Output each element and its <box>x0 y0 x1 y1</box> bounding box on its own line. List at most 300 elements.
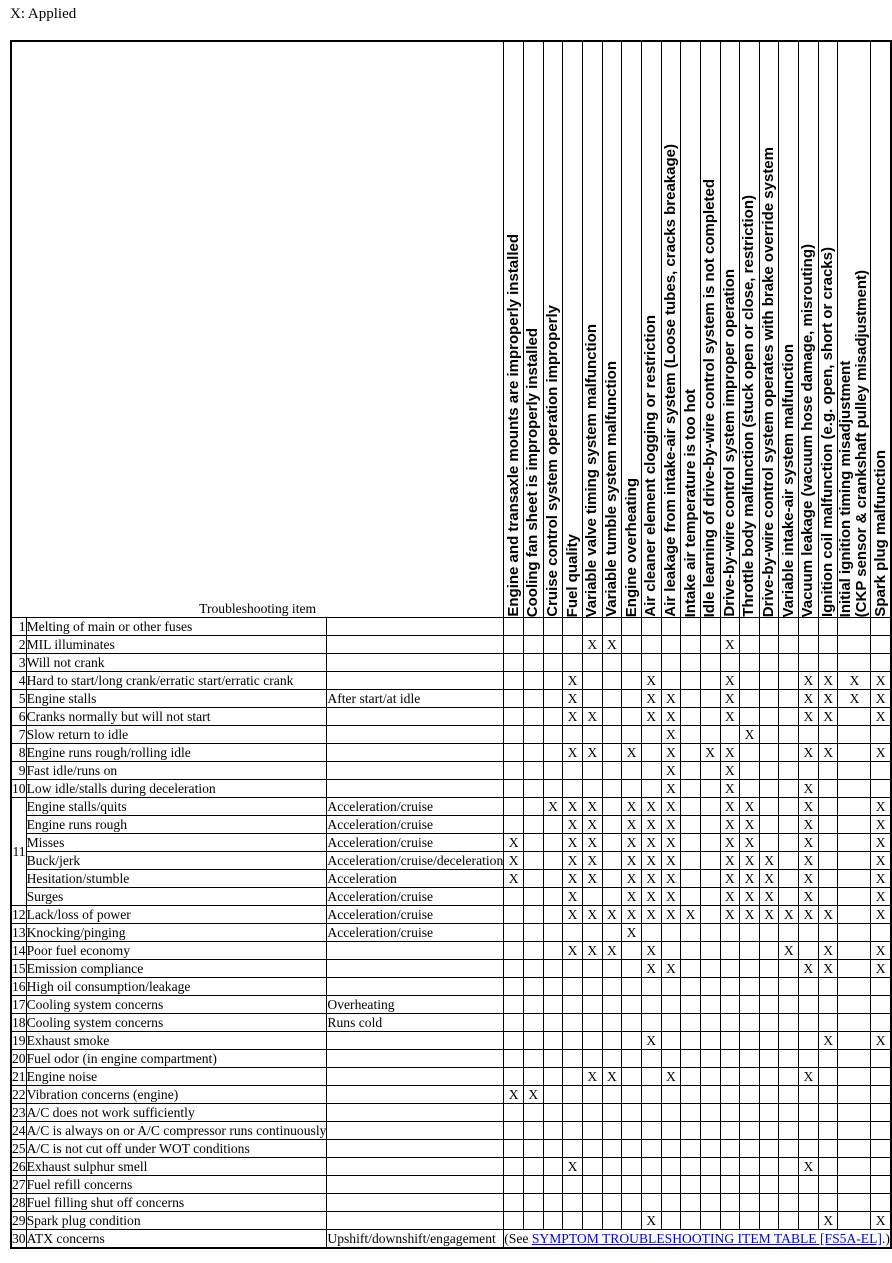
empty-cell <box>523 780 543 798</box>
symptom-cell: Emission compliance <box>26 960 327 978</box>
empty-cell <box>740 618 760 636</box>
empty-cell <box>622 1086 642 1104</box>
applied-mark: X <box>641 960 661 978</box>
empty-cell <box>602 618 622 636</box>
empty-cell <box>543 996 563 1014</box>
empty-cell <box>779 1176 799 1194</box>
applied-mark: X <box>582 744 602 762</box>
empty-cell <box>740 1212 760 1230</box>
empty-cell <box>602 924 622 942</box>
empty-cell <box>661 1140 681 1158</box>
column-header-14 <box>759 41 779 618</box>
empty-cell <box>602 1158 622 1176</box>
table-row <box>11 618 891 636</box>
empty-cell <box>779 978 799 996</box>
empty-cell <box>622 1014 642 1032</box>
row-number: 6 <box>11 708 26 726</box>
empty-cell <box>582 1212 602 1230</box>
applied-mark: X <box>871 960 891 978</box>
symptom-cell: Exhaust sulphur smell <box>26 1158 327 1176</box>
empty-cell <box>700 924 720 942</box>
empty-cell <box>681 708 701 726</box>
applied-mark: X <box>602 906 622 924</box>
applied-mark: X <box>582 636 602 654</box>
applied-mark: X <box>523 1086 543 1104</box>
condition-cell: Acceleration/cruise <box>327 816 504 834</box>
empty-cell <box>582 1014 602 1032</box>
empty-cell <box>523 708 543 726</box>
empty-cell <box>543 636 563 654</box>
empty-cell <box>779 780 799 798</box>
empty-cell <box>622 1050 642 1068</box>
empty-cell <box>838 654 871 672</box>
empty-cell <box>681 1068 701 1086</box>
empty-cell <box>700 780 720 798</box>
applied-mark: X <box>799 708 819 726</box>
empty-cell <box>543 618 563 636</box>
row-number: 29 <box>12 1213 26 1228</box>
condition-cell <box>327 780 504 798</box>
condition-cell <box>327 1140 504 1158</box>
empty-cell <box>720 1032 740 1050</box>
empty-cell <box>504 1212 524 1230</box>
empty-cell <box>504 888 524 906</box>
empty-cell <box>720 942 740 960</box>
empty-cell <box>602 960 622 978</box>
applied-mark: X <box>799 672 819 690</box>
empty-cell <box>563 654 583 672</box>
applied-mark: X <box>871 1032 891 1050</box>
applied-mark: X <box>622 834 642 852</box>
empty-cell <box>543 1140 563 1158</box>
empty-cell <box>799 1212 819 1230</box>
symptom-cell: Surges <box>26 888 327 906</box>
empty-cell <box>700 996 720 1014</box>
empty-cell <box>602 672 622 690</box>
empty-cell <box>504 708 524 726</box>
table-row <box>11 960 891 978</box>
empty-cell <box>563 996 583 1014</box>
applied-mark: X <box>720 708 740 726</box>
empty-cell <box>661 1032 681 1050</box>
empty-cell <box>602 1104 622 1122</box>
reference-note <box>504 1230 891 1249</box>
symptom-cell: High oil consumption/leakage <box>26 978 327 996</box>
empty-cell <box>602 762 622 780</box>
empty-cell <box>759 708 779 726</box>
empty-cell <box>582 1032 602 1050</box>
empty-cell <box>779 1032 799 1050</box>
applied-mark: X <box>641 852 661 870</box>
applied-mark: X <box>622 888 642 906</box>
empty-cell <box>681 1086 701 1104</box>
table-row <box>11 726 891 744</box>
symptom-cell: A/C does not work sufficiently <box>26 1104 327 1122</box>
empty-cell <box>700 978 720 996</box>
empty-cell <box>543 1014 563 1032</box>
empty-cell <box>740 978 760 996</box>
empty-cell <box>838 942 871 960</box>
empty-cell <box>543 888 563 906</box>
empty-cell <box>681 726 701 744</box>
empty-cell <box>543 816 563 834</box>
column-header-6 <box>602 41 622 618</box>
table-row <box>11 744 891 762</box>
applied-mark: X <box>543 798 563 816</box>
row-number: 9 <box>11 762 26 780</box>
empty-cell <box>543 870 563 888</box>
empty-cell <box>700 1140 720 1158</box>
applied-mark: X <box>563 888 583 906</box>
empty-cell <box>582 1122 602 1140</box>
empty-cell <box>681 942 701 960</box>
empty-cell <box>523 618 543 636</box>
applied-mark: X <box>622 870 642 888</box>
empty-cell <box>740 690 760 708</box>
empty-cell <box>543 1176 563 1194</box>
empty-cell <box>543 1050 563 1068</box>
empty-cell <box>838 834 871 852</box>
table-row <box>11 906 891 924</box>
empty-cell <box>563 726 583 744</box>
applied-mark: X <box>641 672 661 690</box>
empty-cell <box>799 1086 819 1104</box>
empty-cell <box>661 672 681 690</box>
condition-cell <box>327 1050 504 1068</box>
empty-cell <box>818 1158 838 1176</box>
table-row <box>11 870 891 888</box>
empty-cell <box>523 798 543 816</box>
applied-mark: X <box>661 870 681 888</box>
empty-cell <box>818 762 838 780</box>
header-row <box>11 41 891 618</box>
condition-cell <box>327 942 504 960</box>
applied-mark: X <box>818 960 838 978</box>
empty-cell <box>641 1194 661 1212</box>
column-header-2 <box>523 41 543 618</box>
empty-cell <box>661 1122 681 1140</box>
condition-cell <box>327 672 504 690</box>
empty-cell <box>602 888 622 906</box>
empty-cell <box>779 816 799 834</box>
table-row <box>11 1122 891 1140</box>
applied-mark: X <box>661 780 681 798</box>
applied-mark: X <box>661 906 681 924</box>
empty-cell <box>543 834 563 852</box>
applied-mark: X <box>818 1212 838 1230</box>
empty-cell <box>523 672 543 690</box>
empty-cell <box>523 1014 543 1032</box>
empty-cell <box>523 654 543 672</box>
empty-cell <box>871 978 891 996</box>
empty-cell <box>602 1176 622 1194</box>
empty-cell <box>700 1014 720 1032</box>
empty-cell <box>504 1032 524 1050</box>
column-header-label: Engine and transaxle mounts are improperly installed <box>504 234 522 617</box>
empty-cell <box>602 708 622 726</box>
symptom-table-link[interactable]: SYMPTOM TROUBLESHOOTING ITEM TABLE [FS5A-EL] <box>531 1231 882 1246</box>
empty-cell <box>602 1194 622 1212</box>
empty-cell <box>818 852 838 870</box>
empty-cell <box>740 780 760 798</box>
empty-cell <box>602 996 622 1014</box>
empty-cell <box>838 1068 871 1086</box>
symptom-cell: Fuel filling shut off concerns <box>26 1194 327 1212</box>
empty-cell <box>871 1086 891 1104</box>
applied-mark: X <box>871 816 891 834</box>
symptom-cell: Hesitation/stumble <box>26 870 327 888</box>
applied-mark: X <box>720 744 740 762</box>
condition-cell <box>327 1212 504 1230</box>
table-row <box>11 1194 891 1212</box>
empty-cell <box>582 996 602 1014</box>
empty-cell <box>759 996 779 1014</box>
empty-cell <box>582 1050 602 1068</box>
empty-cell <box>838 762 871 780</box>
applied-mark: X <box>661 798 681 816</box>
applied-mark: X <box>740 906 760 924</box>
empty-cell <box>759 942 779 960</box>
applied-mark: X <box>582 870 602 888</box>
empty-cell <box>700 762 720 780</box>
empty-cell <box>759 1140 779 1158</box>
row-number: 16 <box>12 979 26 994</box>
empty-cell <box>602 978 622 996</box>
empty-cell <box>838 1032 871 1050</box>
empty-cell <box>779 888 799 906</box>
empty-cell <box>641 1104 661 1122</box>
empty-cell <box>759 1068 779 1086</box>
empty-cell <box>504 906 524 924</box>
empty-cell <box>641 978 661 996</box>
empty-cell <box>681 1122 701 1140</box>
row-number: 24 <box>12 1123 26 1138</box>
applied-mark: X <box>799 1068 819 1086</box>
empty-cell <box>563 1140 583 1158</box>
empty-cell <box>871 654 891 672</box>
table-row <box>11 1212 891 1230</box>
empty-cell <box>661 1194 681 1212</box>
empty-cell <box>871 1140 891 1158</box>
row-number: 4 <box>11 672 26 690</box>
empty-cell <box>700 816 720 834</box>
empty-cell <box>838 1086 871 1104</box>
empty-cell <box>700 672 720 690</box>
empty-cell <box>700 942 720 960</box>
table-row <box>11 672 891 690</box>
empty-cell <box>740 924 760 942</box>
applied-mark: X <box>504 852 524 870</box>
applied-mark: X <box>740 852 760 870</box>
empty-cell <box>799 618 819 636</box>
empty-cell <box>661 1176 681 1194</box>
empty-cell <box>661 924 681 942</box>
empty-cell <box>543 1068 563 1086</box>
empty-cell <box>641 1086 661 1104</box>
condition-cell <box>327 1194 504 1212</box>
empty-cell <box>871 780 891 798</box>
applied-mark: X <box>602 636 622 654</box>
empty-cell <box>700 888 720 906</box>
empty-cell <box>582 726 602 744</box>
applied-mark: X <box>720 834 740 852</box>
applied-mark: X <box>799 744 819 762</box>
column-header-label: Fuel quality <box>563 533 581 617</box>
empty-cell <box>720 618 740 636</box>
table-row <box>11 1140 891 1158</box>
applied-mark: X <box>641 888 661 906</box>
empty-cell <box>779 1050 799 1068</box>
column-header-15 <box>779 41 799 618</box>
empty-cell <box>779 1068 799 1086</box>
applied-mark: X <box>563 1158 583 1176</box>
empty-cell <box>799 978 819 996</box>
empty-cell <box>871 1122 891 1140</box>
symptom-cell: Hard to start/long crank/erratic start/erratic crank <box>26 672 327 690</box>
empty-cell <box>838 1176 871 1194</box>
applied-mark: X <box>740 798 760 816</box>
empty-cell <box>740 654 760 672</box>
empty-cell <box>543 672 563 690</box>
table-row <box>11 636 891 654</box>
condition-cell: Acceleration/cruise <box>327 798 504 816</box>
empty-cell <box>759 1104 779 1122</box>
empty-cell <box>641 654 661 672</box>
applied-mark: X <box>582 1068 602 1086</box>
empty-cell <box>681 978 701 996</box>
empty-cell <box>779 762 799 780</box>
empty-cell <box>779 834 799 852</box>
table-row <box>11 798 891 816</box>
empty-cell <box>818 1176 838 1194</box>
symptom-cell: Engine noise <box>26 1068 327 1086</box>
table-row <box>11 816 891 834</box>
condition-cell <box>327 1068 504 1086</box>
empty-cell <box>622 978 642 996</box>
empty-cell <box>523 1212 543 1230</box>
empty-cell <box>602 1014 622 1032</box>
applied-mark: X <box>720 780 740 798</box>
empty-cell <box>681 960 701 978</box>
column-header-17 <box>818 41 838 618</box>
empty-cell <box>681 816 701 834</box>
empty-cell <box>759 816 779 834</box>
empty-cell <box>543 762 563 780</box>
empty-cell <box>740 1176 760 1194</box>
empty-cell <box>523 1104 543 1122</box>
empty-cell <box>602 1212 622 1230</box>
applied-mark: X <box>622 924 642 942</box>
empty-cell <box>582 1104 602 1122</box>
empty-cell <box>543 1158 563 1176</box>
empty-cell <box>523 690 543 708</box>
symptom-cell: ATX concerns <box>26 1230 327 1249</box>
empty-cell <box>563 960 583 978</box>
condition-cell: Acceleration/cruise <box>327 924 504 942</box>
symptom-cell: Fuel odor (in engine compartment) <box>26 1050 327 1068</box>
empty-cell <box>543 942 563 960</box>
applied-mark: X <box>681 906 701 924</box>
condition-cell: After start/at idle <box>327 690 504 708</box>
empty-cell <box>681 1050 701 1068</box>
empty-cell <box>543 1086 563 1104</box>
table-row <box>11 996 891 1014</box>
row-number: 13 <box>12 925 26 940</box>
empty-cell <box>700 834 720 852</box>
empty-cell <box>582 672 602 690</box>
applied-mark: X <box>818 690 838 708</box>
empty-cell <box>740 1086 760 1104</box>
empty-cell <box>759 672 779 690</box>
empty-cell <box>818 798 838 816</box>
empty-cell <box>759 1086 779 1104</box>
empty-cell <box>523 636 543 654</box>
applied-mark: X <box>700 744 720 762</box>
empty-cell <box>523 1050 543 1068</box>
empty-cell <box>523 726 543 744</box>
empty-cell <box>871 726 891 744</box>
column-header-label: Variable tumble system malfunction <box>602 361 620 617</box>
empty-cell <box>818 1194 838 1212</box>
empty-cell <box>563 1194 583 1212</box>
empty-cell <box>504 1014 524 1032</box>
empty-cell <box>523 744 543 762</box>
empty-cell <box>759 1122 779 1140</box>
empty-cell <box>871 1158 891 1176</box>
empty-cell <box>700 1176 720 1194</box>
applied-mark: X <box>661 1068 681 1086</box>
applied-mark: X <box>622 744 642 762</box>
row-number: 20 <box>12 1051 26 1066</box>
empty-cell <box>700 1104 720 1122</box>
applied-mark: X <box>740 834 760 852</box>
empty-cell <box>661 636 681 654</box>
empty-cell <box>700 1194 720 1212</box>
empty-cell <box>504 1122 524 1140</box>
empty-cell <box>661 1104 681 1122</box>
applied-mark: X <box>799 906 819 924</box>
row-number: 5 <box>11 690 26 708</box>
applied-mark: X <box>818 942 838 960</box>
applied-mark: X <box>871 672 891 690</box>
empty-cell <box>622 672 642 690</box>
condition-cell: Overheating <box>327 996 504 1014</box>
column-header-7 <box>622 41 642 618</box>
applied-mark: X <box>720 906 740 924</box>
applied-mark: X <box>720 636 740 654</box>
row-number: 11 <box>11 798 26 906</box>
table-row <box>11 978 891 996</box>
empty-cell <box>622 1122 642 1140</box>
empty-cell <box>779 996 799 1014</box>
empty-cell <box>838 924 871 942</box>
empty-cell <box>818 978 838 996</box>
empty-cell <box>523 870 543 888</box>
empty-cell <box>838 636 871 654</box>
empty-cell <box>543 852 563 870</box>
empty-cell <box>779 1014 799 1032</box>
column-header-19 <box>871 41 891 618</box>
applied-mark: X <box>871 888 891 906</box>
empty-cell <box>563 762 583 780</box>
row-number: 27 <box>12 1177 26 1192</box>
empty-cell <box>523 1140 543 1158</box>
row-number: 14 <box>12 943 26 958</box>
applied-mark: X <box>799 888 819 906</box>
empty-cell <box>759 1032 779 1050</box>
empty-cell <box>504 1104 524 1122</box>
empty-cell <box>582 924 602 942</box>
